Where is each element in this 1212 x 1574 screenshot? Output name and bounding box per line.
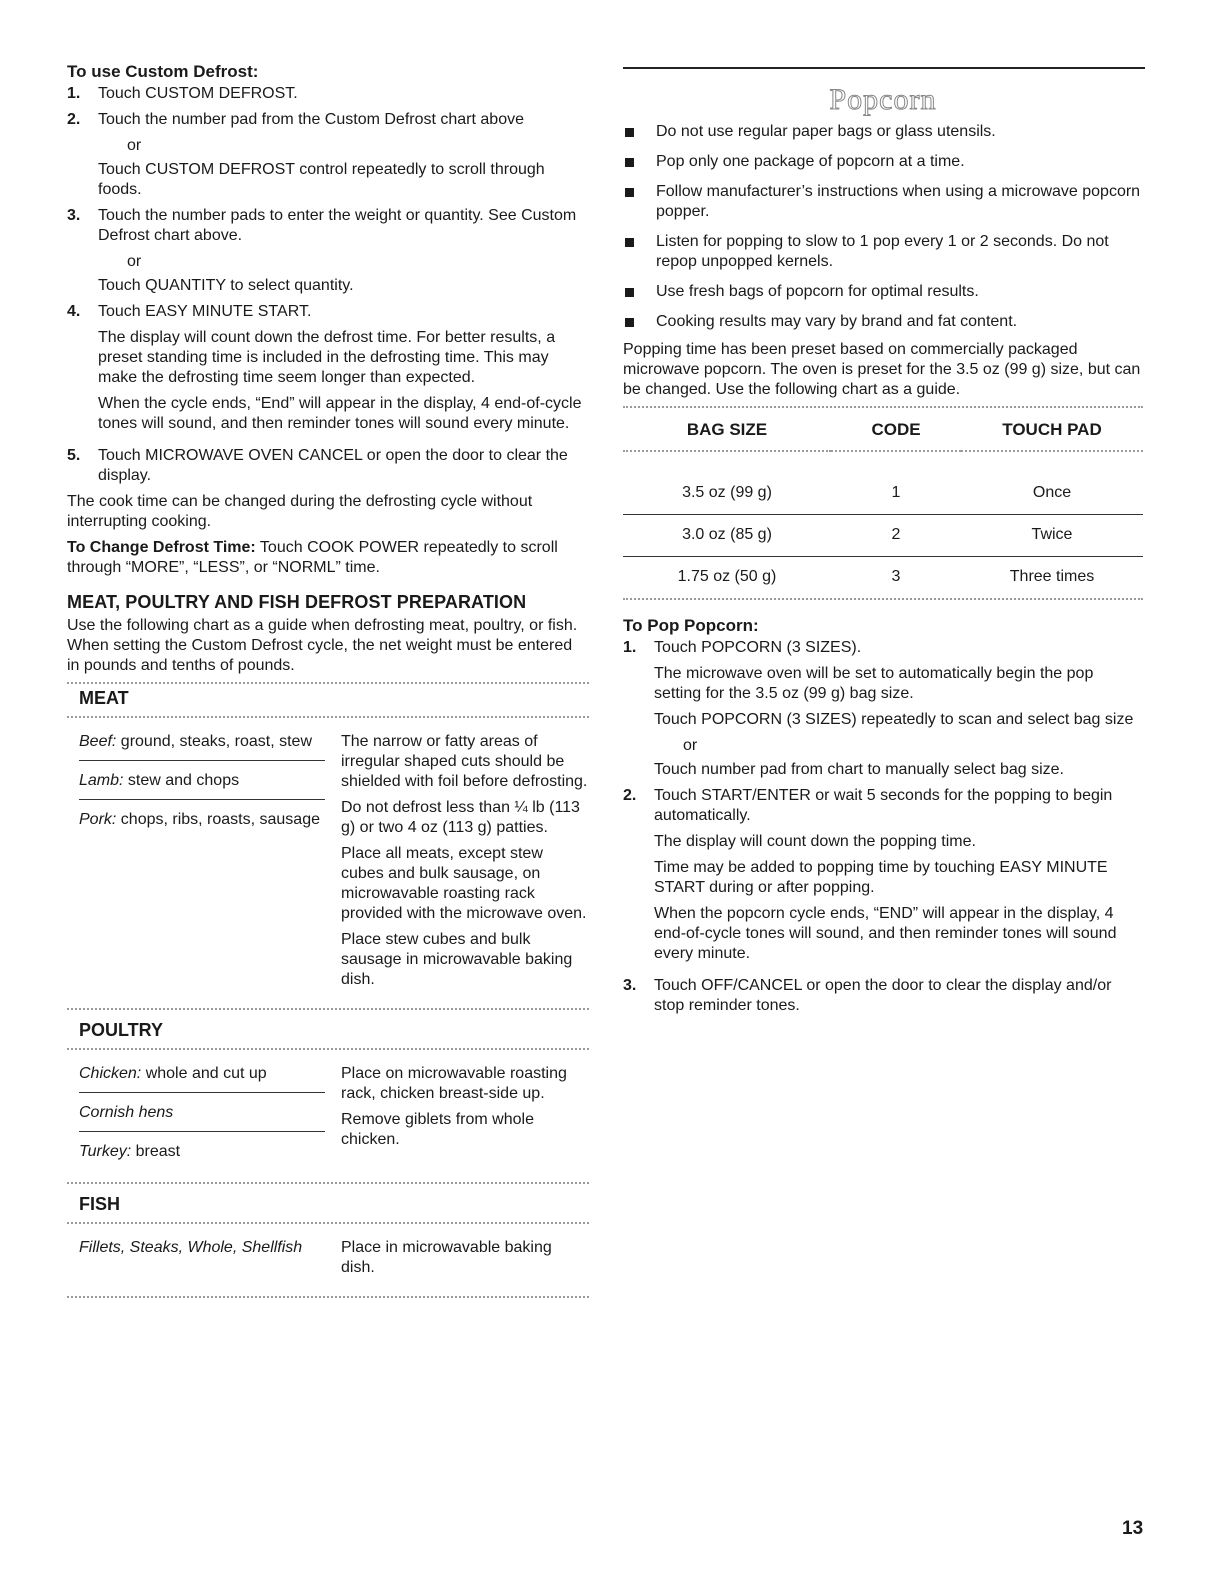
table-top-rule [623, 406, 1143, 408]
poultry-note: Place on microwavable roasting rack, chicken breast-side up. [341, 1065, 567, 1102]
tip-text: Pop only one package of popcorn at a time. [656, 153, 965, 170]
fish-notes [341, 1238, 589, 1284]
item-name: Pork: [79, 811, 117, 828]
meat-section [67, 718, 589, 1008]
popcorn-title: Popcorn [829, 83, 937, 116]
step-text: Touch MICROWAVE OVEN CANCEL or open the door to clear the display. [98, 447, 568, 484]
poultry-notes [341, 1064, 589, 1170]
prep-heading: MEAT, POULTRY AND FISH DEFROST PREPARATION [67, 592, 527, 612]
table-header-row [623, 414, 1143, 451]
step-3 [67, 206, 589, 296]
step-alt-text: Touch CUSTOM DEFROST control repeatedly to scroll through foods. [98, 161, 545, 198]
step-number: 3. [623, 977, 637, 994]
defrost-prep-chart [67, 682, 589, 1298]
meat-item [79, 810, 325, 838]
change-defrost-time [67, 538, 589, 578]
meat-title: MEAT [79, 688, 129, 708]
item-name: Lamb: [79, 772, 124, 789]
table-bottom-rule [623, 598, 1143, 600]
or-text: or [127, 253, 142, 270]
table-header-rule [623, 451, 1143, 473]
change-defrost-label: To Change Defrost Time: [67, 539, 256, 556]
cell-code: 2 [831, 515, 961, 557]
step-number: 2. [67, 111, 81, 128]
step-2 [67, 110, 589, 200]
table-row [623, 473, 1143, 515]
step-number: 1. [623, 639, 637, 656]
meat-note: Do not defrost less than ¼ lb (113 g) or two 4 oz (113 g) patties. [341, 799, 580, 836]
fish-item [79, 1238, 325, 1266]
cell-bag-size: 3.0 oz (85 g) [623, 515, 831, 557]
poultry-section [67, 1050, 589, 1182]
pop-step-2 [623, 786, 1143, 970]
step-text: Touch POPCORN (3 SIZES). [654, 639, 862, 656]
item-name: Cornish hens [79, 1104, 174, 1121]
step-4 [67, 302, 589, 440]
left-column [67, 62, 589, 1298]
item-desc: breast [131, 1143, 181, 1160]
or-text: or [127, 137, 142, 154]
tip-text: Follow manufacturer’s instructions when using a microwave popcorn popper. [656, 183, 1141, 220]
meat-note: The narrow or fatty areas of irregular shaped cuts should be shielded with foil before defrosting. [341, 733, 588, 790]
or-text: or [683, 737, 698, 754]
item-name: Beef: [79, 733, 117, 750]
step-text: Touch the number pad from the Custom Defrost chart above [98, 111, 524, 128]
fish-title: FISH [79, 1194, 121, 1214]
bullet-square-icon [625, 128, 634, 137]
item-name: Fillets, Steaks, Whole, Shellfish [79, 1239, 303, 1256]
item-desc: ground, steaks, roast, stew [116, 733, 313, 750]
cell-bag-size: 1.75 oz (50 g) [677, 568, 777, 585]
meat-item [79, 732, 325, 761]
fish-items [79, 1238, 325, 1284]
step-alt-text: Touch number pad from chart to manually select bag size. [654, 761, 1064, 778]
step-detail: The display will count down the defrost time. For better results, a preset standing time is included in the defrosting time. This may make the defrosting time seem longer than expected. [98, 329, 556, 386]
meat-item [79, 771, 325, 800]
cell-touch-pad: Three times [1009, 568, 1095, 585]
step-detail: When the cycle ends, “End” will appear in the display, 4 end-of-cycle tones will sound, and then reminder tones will sound every minute. [98, 395, 582, 432]
list-item [623, 312, 1143, 332]
step-text: Touch EASY MINUTE START. [98, 303, 312, 320]
meat-items [79, 732, 325, 996]
poultry-note: Remove giblets from whole chicken. [341, 1111, 534, 1148]
meat-note: Place stew cubes and bulk sausage in microwavable baking dish. [341, 931, 573, 988]
tip-text: Do not use regular paper bags or glass utensils. [656, 123, 996, 140]
right-column [623, 66, 1143, 1022]
item-name: Turkey: [79, 1143, 132, 1160]
bullet-square-icon [625, 318, 634, 327]
col-header-touch-pad: TOUCH PAD [1002, 420, 1102, 439]
col-header-bag-size: BAG SIZE [686, 420, 768, 439]
list-item [623, 152, 1143, 172]
cook-time-note: The cook time can be changed during the defrosting cycle without interrupting cooking. [67, 493, 533, 530]
pop-step-1 [623, 638, 1143, 780]
list-item [623, 232, 1143, 272]
table-row [623, 515, 1143, 557]
step-text: Touch CUSTOM DEFROST. [98, 85, 298, 102]
poultry-item [79, 1064, 325, 1093]
step-detail: The display will count down the popping time. [654, 833, 976, 850]
step-detail: Touch POPCORN (3 SIZES) repeatedly to scan and select bag size [654, 711, 1134, 728]
step-text: Touch START/ENTER or wait 5 seconds for the popping to begin automatically. [654, 787, 1113, 824]
bullet-square-icon [625, 188, 634, 197]
bullet-square-icon [625, 158, 634, 167]
pop-step-3 [623, 976, 1143, 1016]
poultry-items [79, 1064, 325, 1170]
cell-code: 1 [831, 473, 961, 515]
bullet-square-icon [625, 288, 634, 297]
pop-popcorn-heading: To Pop Popcorn: [623, 616, 759, 635]
popcorn-table [623, 414, 1143, 598]
table-row [623, 557, 1143, 599]
step-number: 5. [67, 447, 81, 464]
popcorn-tips [623, 122, 1143, 332]
step-alt-text: Touch QUANTITY to select quantity. [98, 277, 354, 294]
poultry-item [79, 1103, 325, 1132]
page-number: 13 [1122, 1518, 1144, 1539]
cell-code: 3 [891, 568, 901, 585]
poultry-item [79, 1142, 325, 1170]
popcorn-intro: Popping time has been preset based on commercially packaged microwave popcorn. The oven is preset for the 3.5 oz (99 g) size, but can be changed. Use the following chart as a guide. [623, 341, 1141, 398]
step-detail: The microwave oven will be set to automatically begin the pop setting for the 3.5 oz (99 g) bag size. [654, 665, 1094, 702]
meat-notes [341, 732, 589, 996]
list-item [623, 282, 1143, 302]
tip-text: Listen for popping to slow to 1 pop every 1 or 2 seconds. Do not repop unpopped kernels. [656, 233, 1109, 270]
fish-section [67, 1224, 589, 1296]
item-desc: whole and cut up [141, 1065, 267, 1082]
step-text: Touch OFF/CANCEL or open the door to clear the display and/or stop reminder tones. [654, 977, 1112, 1014]
list-item [623, 122, 1143, 142]
step-number: 1. [67, 85, 81, 102]
col-header-code: CODE [871, 420, 921, 439]
step-number: 3. [67, 207, 81, 224]
chart-rule [67, 1296, 589, 1298]
step-detail: When the popcorn cycle ends, “END” will appear in the display, 4 end-of-cycle tones will sound, and then reminder tones will sound every minute. [654, 905, 1117, 962]
custom-defrost-heading: To use Custom Defrost: [67, 62, 259, 81]
step-detail: Time may be added to popping time by touching EASY MINUTE START during or after popping. [654, 859, 1108, 896]
list-item [623, 182, 1143, 222]
cell-touch-pad: Twice [961, 515, 1143, 557]
cell-bag-size: 3.5 oz (99 g) [623, 473, 831, 515]
change-defrost-text: Touch COOK POWER repeatedly to scroll through “MORE”, “LESS”, or “NORML” time. [67, 539, 558, 576]
bullet-square-icon [625, 238, 634, 247]
step-number: 2. [623, 787, 637, 804]
poultry-title: POULTRY [79, 1020, 163, 1040]
prep-intro: Use the following chart as a guide when defrosting meat, poultry, or fish. When setting the Custom Defrost cycle, the net weight must be entered in pounds and tenths of pounds. [67, 617, 578, 674]
step-number: 4. [67, 303, 81, 320]
item-desc: stew and chops [123, 772, 240, 789]
tip-text: Use fresh bags of popcorn for optimal results. [656, 283, 979, 300]
step-1 [67, 84, 589, 104]
fish-note: Place in microwavable baking dish. [341, 1239, 552, 1276]
cell-touch-pad: Once [961, 473, 1143, 515]
item-name: Chicken: [79, 1065, 142, 1082]
tip-text: Cooking results may vary by brand and fat content. [656, 313, 1018, 330]
item-desc: chops, ribs, roasts, sausage [116, 811, 320, 828]
step-text: Touch the number pads to enter the weight or quantity. See Custom Defrost chart above. [98, 207, 577, 244]
step-5 [67, 446, 589, 486]
meat-note: Place all meats, except stew cubes and bulk sausage, on microwavable roasting rack provided with the microwave oven. [341, 845, 587, 922]
